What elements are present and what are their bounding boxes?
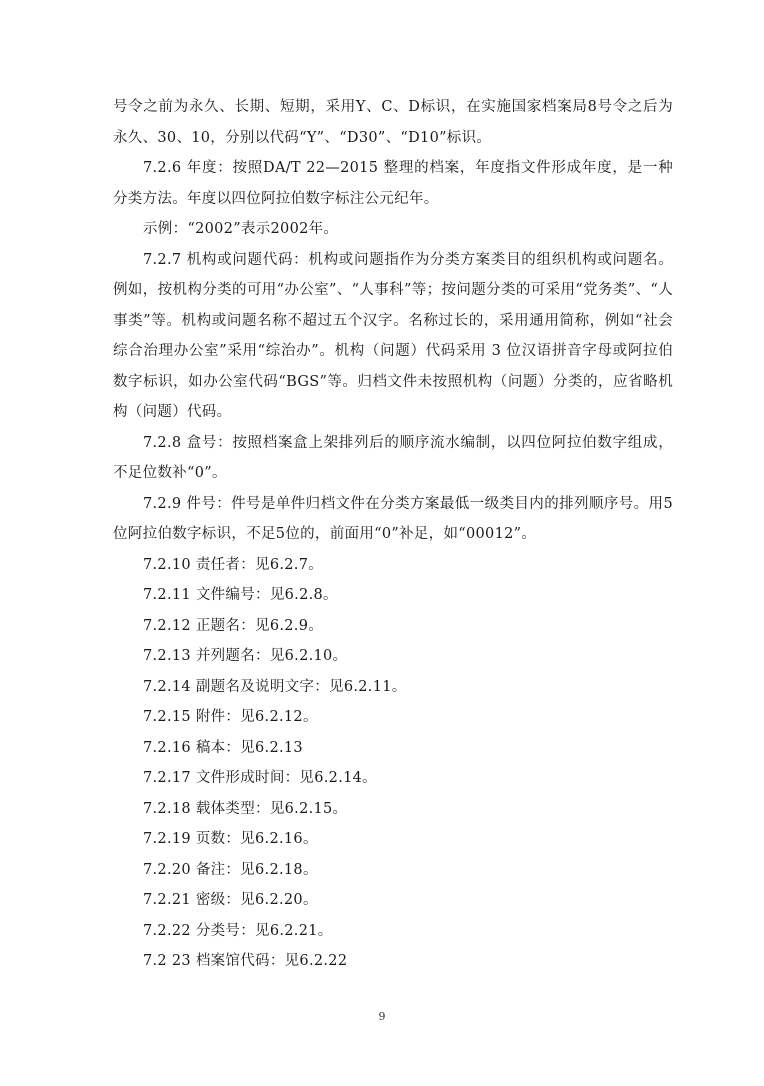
paragraph-7-2-8: 7.2.8 盒号：按照档案盒上架排列后的顺序流水编制，以四位阿拉伯数字组成，不足位数补“0”。: [113, 434, 673, 481]
paragraph-7-2-19: 7.2.19 页数：见6.2.16。: [143, 831, 318, 847]
paragraph-7-2-20: 7.2.20 备注：见6.2.18。: [143, 861, 318, 878]
paragraph-7-2-10: 7.2.10 责任者：见6.2.7。: [143, 556, 324, 573]
paragraph-7-2-21: 7.2.21 密级：见6.2.20。: [143, 892, 318, 908]
paragraph-7-2-6: 7.2.6 年度：按照DA/T 22—2015 整理的档案，年度指文件形成年度，是一种分类方法。年度以四位阿拉伯数字标注公元纪年。: [113, 160, 673, 207]
paragraph-7-2-12: 7.2.12 正题名：见6.2.9。: [143, 617, 324, 634]
paragraph-7-2-11: 7.2.11 文件编号：见6.2.8。: [143, 587, 338, 603]
paragraph-7-2-22: 7.2.22 分类号：见6.2.21。: [143, 922, 333, 939]
paragraph-7-2-14: 7.2.14 副题名及说明文字：见6.2.11。: [143, 678, 407, 695]
paragraph-7-2-9: 7.2.9 件号：件号是单件归档文件在分类方案最低一级类目内的排列顺序号。用5位阿拉伯数字标识，不足5位的，前面用“0”补足，如“00012”。: [113, 495, 673, 542]
paragraph-example: 示例：“2002”表示2002年。: [143, 221, 339, 237]
paragraph-7-2-7: 7.2.7 机构或问题代码：机构或问题指作为分类方案类目的组织机构或问题名。例如，按机构分类的可用“办公室”、“人事科”等；按问题分类的可采用“党务类”、“人事类”等。机构或问题名称不超过五个汉字。名称过长的，采用通用简称，例如“社会综合治理办公室”采用“综治办”。机构（问题）代码采用 3 位汉语拼音字母或阿拉伯数字标识，如办公室代码“BGS”等。归档文件未按照机构（问题）分类的，应省略机构（问题）代码。: [113, 251, 673, 420]
paragraph-7-2-15: 7.2.15 附件：见6.2.12。: [143, 709, 318, 725]
body-text: [113, 92, 673, 977]
paragraph-continuation: 号令之前为永久、长期、短期，采用Y、C、D标识，在实施国家档案局8号令之后为永久、30、10，分别以代码“Y”、“D30”、“D10”标识。: [113, 99, 673, 146]
paragraph-7-2-23: 7.2 23 档案馆代码：见6.2.22: [143, 953, 348, 969]
page-number: 9: [378, 1010, 386, 1023]
paragraph-7-2-13: 7.2.13 并列题名：见6.2.10。: [143, 648, 348, 664]
paragraph-7-2-16: 7.2.16 稿本：见6.2.13: [143, 739, 303, 756]
paragraph-7-2-18: 7.2.18 载体类型：见6.2.15。: [143, 800, 348, 817]
paragraph-7-2-17: 7.2.17 文件形成时间：见6.2.14。: [143, 770, 377, 786]
